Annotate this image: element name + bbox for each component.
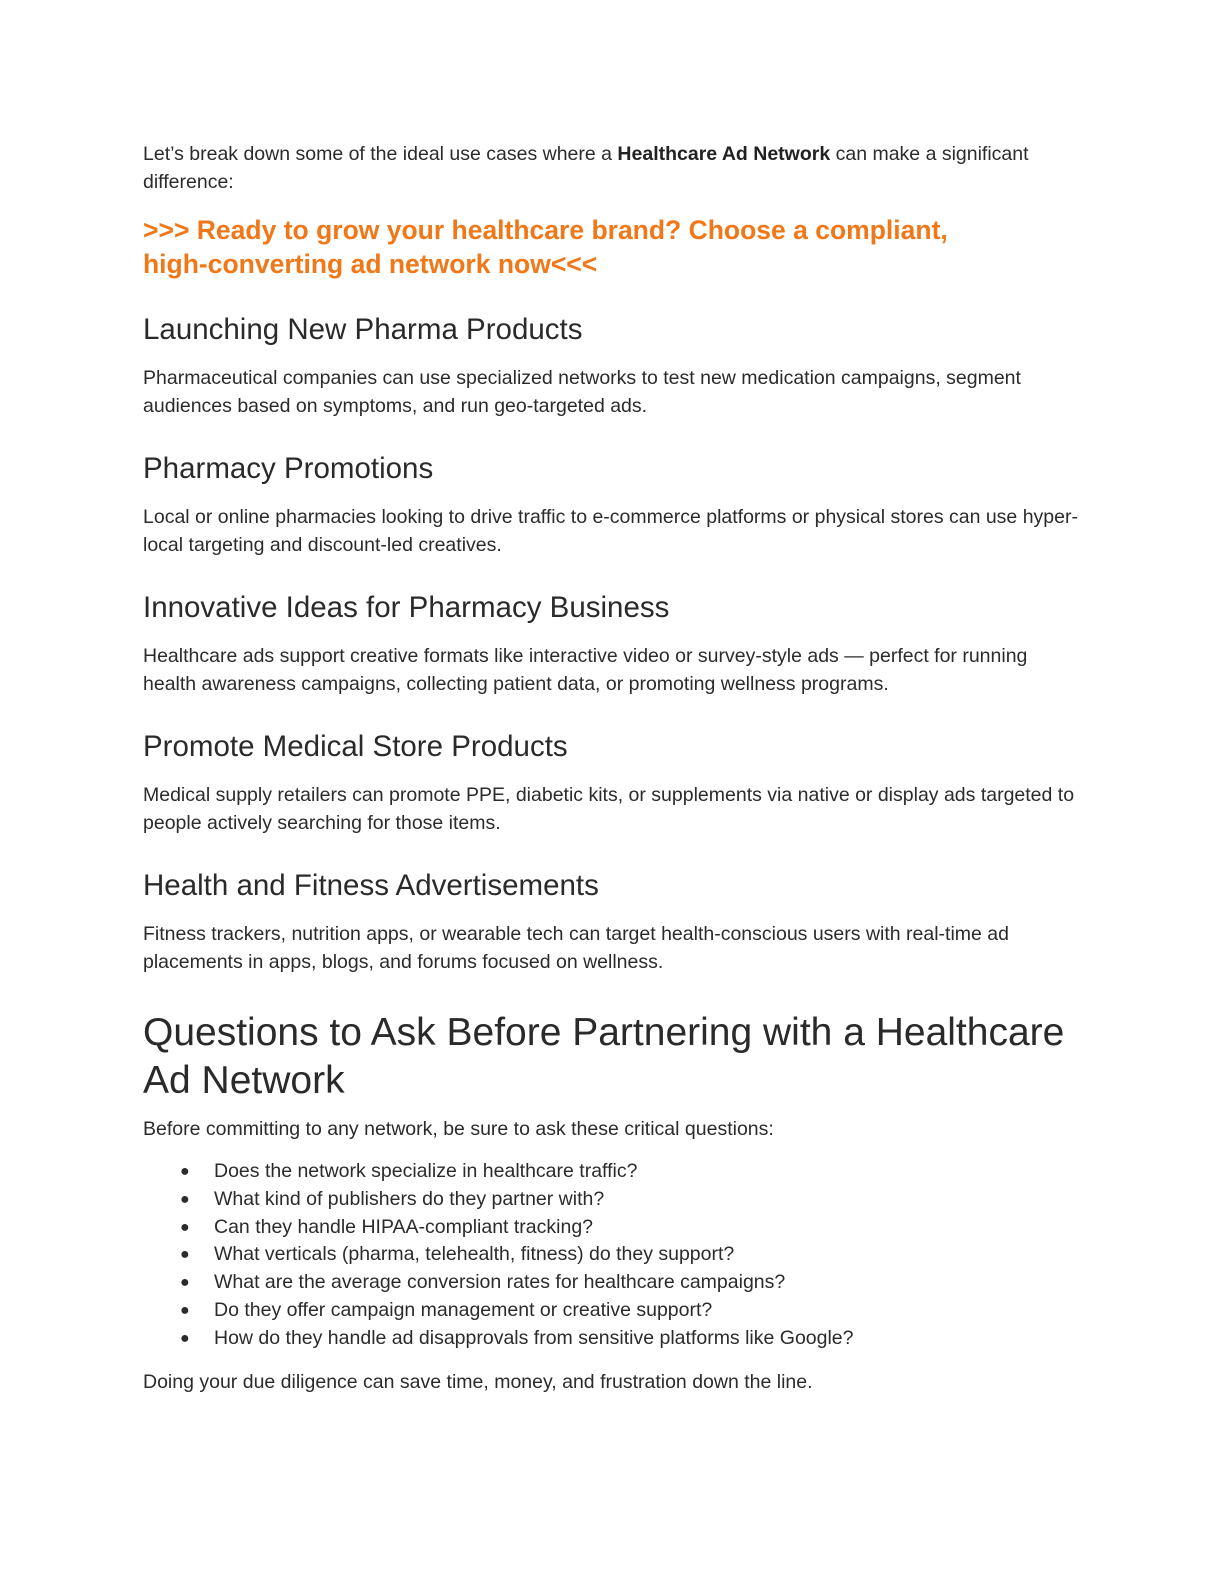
list-item-text: Can they handle HIPAA-compliant tracking? — [214, 1215, 594, 1238]
intro-bold-term: Healthcare Ad Network — [617, 143, 831, 165]
intro-text-after: can make a significant difference: — [143, 143, 1029, 193]
section-heading: Launching New Pharma Products — [143, 313, 583, 346]
section-heading: Innovative Ideas for Pharmacy Business — [143, 591, 670, 624]
closing-paragraph: Doing your due diligence can save time, money, and frustration down the line. — [143, 1370, 813, 1393]
section-body: Pharmaceutical companies can use specialized networks to test new medication campaigns, segment audiences based on symptoms, and run geo-targeted ads. — [143, 367, 1021, 417]
section-body: Healthcare ads support creative formats like interactive video or survey-style ads — perfect for running health awareness campaigns, collecting patient data, or promoting wellness programs. — [143, 645, 1028, 695]
section-heading: Pharmacy Promotions — [143, 452, 434, 485]
section-pharmacy-promotions — [143, 451, 1083, 559]
questions-lead: Before committing to any network, be sure to ask these critical questions: — [143, 1118, 774, 1140]
intro-text-before: Let’s break down some of the ideal use cases where a — [143, 143, 618, 165]
list-item-text: How do they handle ad disapprovals from sensitive platforms like Google? — [214, 1326, 854, 1349]
list-item — [143, 1186, 1083, 1214]
list-item — [143, 1214, 1083, 1242]
cta-line-1: >>> Ready to grow your healthcare brand? Choose a compliant, — [143, 215, 948, 245]
section-pharma-products — [143, 312, 1083, 420]
section-body: Local or online pharmacies looking to drive traffic to e-commerce platforms or physical stores can use hyper-local targeting and discount-led creatives. — [143, 506, 1078, 556]
list-item-text: What kind of publishers do they partner with? — [214, 1187, 605, 1210]
bullet-icon: ● — [180, 1190, 190, 1208]
intro-paragraph — [143, 140, 1083, 196]
section-body: Fitness trackers, nutrition apps, or wearable tech can target health-conscious users with real-time ad placements in apps, blogs, and forums focused on wellness. — [143, 923, 1009, 973]
list-item — [143, 1158, 1083, 1186]
section-health-fitness — [143, 868, 1083, 976]
section-heading: Health and Fitness Advertisements — [143, 869, 599, 902]
list-item-text: Does the network specialize in healthcare traffic? — [214, 1160, 638, 1182]
bullet-icon: ● — [180, 1329, 190, 1347]
cta-line-2: high-converting ad network now<<< — [143, 249, 598, 279]
document-page — [143, 140, 1083, 1396]
list-item-text: Do they offer campaign management or creative support? — [214, 1298, 713, 1321]
section-body: Medical supply retailers can promote PPE, diabetic kits, or supplements via native or display ads targeted to people actively searching for those items. — [143, 784, 1075, 834]
list-item-text: What verticals (pharma, telehealth, fitness) do they support? — [214, 1243, 735, 1266]
bullet-icon: ● — [180, 1274, 190, 1292]
bullet-icon: ● — [180, 1301, 190, 1319]
list-item — [143, 1241, 1083, 1269]
list-item — [143, 1297, 1083, 1325]
list-item — [143, 1269, 1083, 1297]
bullet-icon: ● — [180, 1163, 190, 1180]
bullet-icon: ● — [180, 1246, 190, 1264]
cta-link[interactable] — [143, 213, 1083, 281]
list-item — [143, 1325, 1083, 1353]
list-item-text: What are the average conversion rates for healthcare campaigns? — [214, 1271, 786, 1294]
questions-heading: Questions to Ask Before Partnering with a Healthcare Ad Network — [143, 1011, 1065, 1102]
bullet-icon: ● — [180, 1218, 190, 1236]
questions-list — [143, 1158, 1083, 1353]
section-innovative-ideas — [143, 590, 1083, 698]
section-medical-store — [143, 729, 1083, 837]
section-heading: Promote Medical Store Products — [143, 730, 568, 763]
